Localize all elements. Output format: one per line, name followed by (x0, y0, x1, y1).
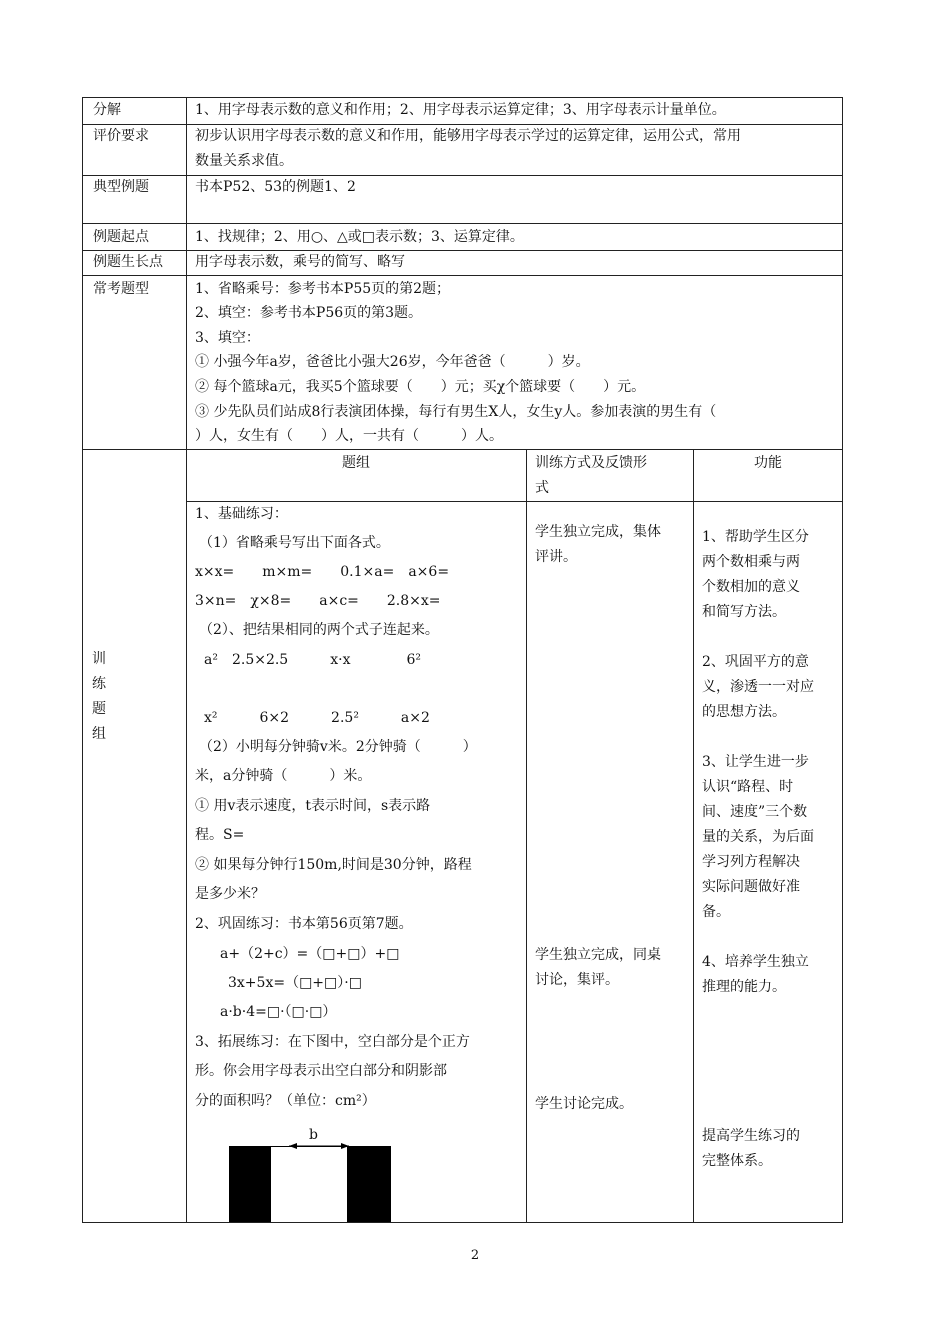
function-line: 2、巩固平方的意 (702, 654, 809, 670)
group-line: a² 2.5×2.5 x·x 6² (204, 652, 421, 668)
row-content-pingjia-line: 初步认识用字母表示数的意义和作用，能够用字母表示学过的运算定律，运用公式，常用 (195, 128, 741, 144)
row-label-shengzhang: 例题生长点 (93, 254, 163, 270)
group-line: 形。你会用字母表示出空白部分和阴影部 (195, 1063, 447, 1079)
group-line: a+（2+c）=（□+□）+□ (220, 946, 400, 962)
changkao-line: ③ 少先队员们站成8行表演团体操，每行有男生X人，女生y人。参加表演的男生有（ (195, 404, 717, 420)
group-line: 1、基础练习： (195, 506, 288, 522)
shaded-right (347, 1146, 391, 1222)
header-group: 题组 (342, 455, 370, 471)
function-line: 两个数相乘与两 (702, 554, 800, 570)
row-label-dianxing: 典型例题 (93, 179, 149, 195)
changkao-line: ）人，女生有（ ）人，一共有（ ）人。 (195, 428, 503, 444)
header-function: 功能 (754, 455, 782, 471)
changkao-line: 3、填空： (195, 330, 260, 346)
group-line: x×x= m×m= 0.1×a= a×6= (195, 564, 450, 580)
function-line: 学习列方程解决 (702, 854, 800, 870)
row-content-fenjie: 1、用字母表示数的意义和作用；2、用字母表示运算定律；3、用字母表示计量单位。 (195, 102, 726, 118)
changkao-line: ① 小强今年a岁，爸爸比小强大26岁，今年爸爸（ ）岁。 (195, 354, 590, 370)
square-figure (229, 1146, 391, 1222)
group-line: 2、巩固练习：书本第56页第7题。 (195, 916, 413, 932)
page-number: 2 (470, 1248, 480, 1263)
row-content-qidian: 1、找规律；2、用○、△或□表示数；3、运算定律。 (195, 229, 524, 245)
row-content-pingjia-line: 数量关系求值。 (195, 153, 293, 169)
function-line: 量的关系，为后面 (702, 829, 814, 845)
function-line: 的思想方法。 (702, 704, 786, 720)
column-divider (693, 449, 694, 1223)
column-divider (526, 449, 527, 1223)
row-divider (82, 275, 843, 276)
training-side-char: 训 (92, 651, 106, 667)
method-line: 学生讨论完成。 (535, 1096, 633, 1112)
function-line: 完整体系。 (702, 1153, 772, 1169)
row-divider (82, 449, 843, 450)
changkao-line: ② 每个篮球a元，我买5个篮球要（ ）元；买χ个篮球要（ ）元。 (195, 379, 646, 395)
table-border-left (82, 97, 83, 1223)
group-line: （2）小明每分钟骑v米。2分钟骑（ ） (199, 739, 477, 755)
method-line: 讨论，集评。 (535, 972, 619, 988)
group-line: 3x+5x=（□+□）·□ (228, 975, 362, 991)
shaded-left (229, 1146, 271, 1222)
row-content-shengzhang: 用字母表示数，乘号的简写、略写 (195, 254, 405, 270)
row-label-qidian: 例题起点 (93, 229, 149, 245)
group-line: ① 用v表示速度，t表示时间，s表示路 (195, 798, 431, 814)
method-line: 学生独立完成，集体 (535, 524, 661, 540)
function-line: 义，渗透一一对应 (702, 679, 814, 695)
function-line: 3、让学生进一步 (702, 754, 809, 770)
function-line: 个数相加的意义 (702, 579, 800, 595)
group-line: 3×n= χ×8= a×c= 2.8×x= (195, 593, 441, 609)
changkao-line: 2、填空：参考书本P56页的第3题。 (195, 305, 423, 321)
function-line: 认识“路程、时 (702, 779, 794, 795)
row-divider (82, 223, 843, 224)
function-line: 1、帮助学生区分 (702, 529, 809, 545)
lesson-table (82, 97, 843, 1223)
column-divider (186, 97, 187, 1223)
group-line: a·b·4=□·（□·□） (220, 1004, 337, 1020)
changkao-line: 1、省略乘号：参考书本P55页的第2题； (195, 281, 451, 297)
method-line: 评讲。 (535, 549, 577, 565)
figure-label-b: b (309, 1127, 318, 1143)
row-content-dianxing: 书本P52、53的例题1、2 (195, 179, 356, 195)
function-line: 和简写方法。 (702, 604, 786, 620)
blank-square (271, 1146, 347, 1221)
group-line: 程。S= (195, 827, 245, 843)
function-line: 间、速度”三个数 (702, 804, 808, 820)
row-label-fenjie: 分解 (93, 102, 121, 118)
function-line: 提高学生练习的 (702, 1128, 800, 1144)
group-line: ② 如果每分钟行150m,时间是30分钟，路程 (195, 857, 472, 873)
training-side-char: 练 (92, 676, 106, 692)
group-line: 米，a分钟骑（ ）米。 (195, 768, 372, 784)
table-border-bottom (82, 1222, 843, 1223)
group-line: x² 6×2 2.5² a×2 (204, 710, 430, 726)
group-line: （2）、把结果相同的两个式子连起来。 (199, 622, 439, 638)
group-line: （1）省略乘号写出下面各式。 (199, 535, 390, 551)
group-line: 3、拓展练习：在下图中，空白部分是个正方 (195, 1034, 470, 1050)
group-line: 是多少米？ (195, 886, 265, 902)
group-line: 分的面积吗？（单位：cm²） (195, 1093, 376, 1109)
function-line: 备。 (702, 904, 730, 920)
row-label-pingjia: 评价要求 (93, 128, 149, 144)
function-line: 推理的能力。 (702, 979, 786, 995)
header-method-cont: 式 (535, 480, 549, 496)
table-border-right (842, 97, 843, 1223)
dimension-arrow (287, 1140, 351, 1152)
training-side-char: 题 (92, 701, 106, 717)
header-method: 训练方式及反馈形 (535, 455, 647, 471)
method-line: 学生独立完成，同桌 (535, 947, 661, 963)
function-line: 4、培养学生独立 (702, 954, 809, 970)
training-side-char: 组 (92, 726, 106, 742)
row-label-changkao: 常考题型 (93, 281, 149, 297)
function-line: 实际问题做好准 (702, 879, 800, 895)
